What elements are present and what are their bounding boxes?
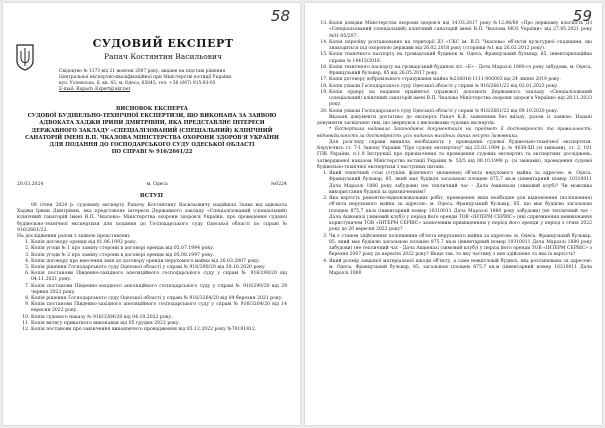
intro-body [17, 203, 287, 333]
certificate-line: вул. Успенська, 6, кв. 43, м. Одеса, 65045, тел. +38 (067) 915-83-05 [59, 81, 216, 87]
list-item: 4. Який розмір завданої матеріальної шкоди об'єкту, а саме нежитловій будівлі, яка розташована за адресою: м. Одеса, Французький бульвар, 85, загальною площею 875,7 кв.м (інвентарний номер 10310011 Дача Маразлі 1880 [329, 259, 592, 278]
heading-line: ПО СПРАВІ № 916/2661/22 [111, 149, 193, 156]
heading-line: СУДОВОЇ БУДІВЕЛЬНО-ТЕХНІЧНОЇ ЕКСПЕРТИЗИ, ЩО ВИКОНАНА ЗА ЗАЯВОЮ [27, 113, 277, 120]
heading-line: ДЕРЖАВНОГО ЗАКЛАДУ «СПЕЦІАЛІЗОВАНИЙ (СПЕЦІАЛЬНИЙ) КЛІНІЧНИЙ [31, 127, 273, 134]
certificate-line: Центральної експертно-кваліфікаційної при Міністерстві юстиції України [59, 75, 232, 81]
list-item: 12. Копія постанови про закінчення виконавчого провадження від 05.12.2022 року №70181812. [31, 327, 287, 333]
list-item: 1. Який технічний стан (ступінь фізичного зношення) об'єкта нерухомого майна за адресою: м. Одеса, Французький бульвар, 85, який має будівля загальною площею 875,7 кв.м (інвентарний номер 10310011 Дача Маразлі 1880 року забудови) (не тепличний час - Дача Ашкенази (зимовий клуб)? Чи можлива використання будівлі за призначенням? [329, 171, 592, 196]
list-item: 13. Копія довідки Міністерства охорони здоров'я від 14.03.2017 року №12.06/60 «Про державну власність ДЗ «Спеціалізований (спеціальний) клінічний санаторій імені В.П. Чкалова МОЗ України» від 27.05.2021 року №01-05/207. [329, 21, 592, 40]
conclusion-heading [19, 106, 285, 156]
coat-of-arms-icon [15, 43, 35, 71]
certificate-line: Свідоцтво № 1173 від 21 жовтня 2007 року, видане на підставі рішення [59, 69, 226, 74]
document-city: м. Одеса [146, 182, 168, 187]
list-item: 4. Копія договору про внесення змін до договору оренди нерухомого майна від 26.03.2007 року. [31, 259, 287, 265]
list-item: 18. Копія ухвали Господарського суду Одеської області у справі № 916/2661/22 від 02.01.2023 року. [329, 84, 592, 90]
list-item: 20. Копія ухвали Господарського суду Одеської області у справі № 916/2661/22 від 09.10.2020 року. [329, 109, 592, 115]
heading-line: ВИСНОВОК ЕКСПЕРТА [116, 106, 188, 112]
heading-line: САНАТОРІЙ ІМЕНІ В.П. ЧКАЛОВА МІНІСТЕРСТВА ОХОРОНИ ЗДОРОВ'Я УКРАЇНИ [25, 134, 279, 141]
materials-note: Вказані документи достатньо до експерта Рапач К.В. заявленим без виїзду, разом із заявою. Надані документи засвідчено тим, що звернувся з висновками судових експертів. [317, 114, 592, 126]
list-item: 8. Копія рішення Господарського суду Одеської області у справі № 916/3264/20 від 04 березня 2021 року. [31, 296, 287, 302]
title-block [63, 37, 263, 61]
document-number: №0224 [270, 182, 287, 187]
right-body [317, 21, 592, 277]
handwritten-page-number: 58 [270, 7, 290, 25]
intro-paragraph: 08 січня 2024 р. судовому експерту Рапачу Костянтину Васильовичу надійшла Заява від адвоката Хаджи Ірини Дмитрівни, яка представляє інтереси Державного закладу «Спеціалізований (спеціальний) клінічний санаторій імені В.П. Чкалова» Міністерства охорони здоров'я України, про проведення судової будівельно-технічної експертизи для подання до Господарського суду Одеської області по справі № 916/2661/22. [17, 203, 287, 233]
list-item: 3. Копія угоди № 2 про заміну сторони в договорі оренди від 05.08.1997 року. [31, 253, 287, 259]
materials-intro: На дослідження разом з заявою представлені: [17, 234, 131, 240]
materials-list [17, 240, 287, 333]
expert-name: Рапач Костянтин Васильович [104, 52, 222, 61]
certificate-info [59, 69, 289, 93]
list-item: 19. Копія ордеру на надання правничої (правової) допомоги Державного закладу «Спеціалізований (спеціальний) клінічний санаторій імені В.П. Чкалова Міністерства охорони здоров'я України» від 28.11.2023 року. [329, 90, 592, 109]
legal-paragraph: Для розгляду справи виникла необхідність у проведенні судової будівельно-технічної експертизи. Керуючись ст. 7-1 Закону України "Про судову експертизу" від 25.02.1994 р. № 4038-XII (зі змінами), ст. 2, 101 ГПК України, п.1.9 Інструкції про призначення та проведення судових експертиз та експертних досліджень, затвердженої наказом Міністерства юстиції України № 53/5 від 08.10.1998 р. (зі змінами), проведення судової будівельно-технічної експертизи з наступних питань. [317, 139, 592, 170]
list-item: 17. Копія договору добровільного страхування майна №216016-1111-000003 від 24 липня 2019 року. [329, 77, 592, 83]
list-item: 5. Копія рішення Господарського суду Одеської області у справі № 916/290/20 від 30.10.2020 року. [31, 265, 287, 271]
heading-line: АДВОКАТА ХАДЖИ ІРИНИ ДМИТРІВНИ, ЯКА ПРЕДСТАВЛЯЄ ІНТЕРЕСИ [39, 120, 265, 127]
list-item: 15. Копія технічного паспорту на громадський будинок м. Одеса, Французький бульвар, 85, інвентаризаційна справа № 14415/2016. [329, 52, 592, 65]
list-item: 9. Копія постанови Південно-західного апеляційного господарського суду у справі № 916/3264/20 від 14 вересня 2022 року. [31, 302, 287, 314]
document-page-right [305, 3, 602, 425]
document-title: СУДОВИЙ ЕКСПЕРТ [92, 37, 234, 50]
list-item: 11. Копія витягу приватного виконавця від 05 грудня 2022 року. [31, 321, 287, 327]
list-item: 2. Копія угоди № 1 про заміну сторони в договорі оренди від 05.07.1994 року. [31, 246, 287, 252]
list-item: 1. Копія договору оренди від 01.06.1992 року. [31, 240, 287, 246]
list-item: 14. Копія переліку розташованих на території ДЗ «СКС ім. В.П. Чкалова» об'єктів культурної спадщини, що знаходиться під охороною держави від 26.02.2018 року (сторінки №1 від 26.02.2012 року). [329, 40, 592, 53]
list-item: 3. Чи є станом здійснення поліпшення об'єкта нерухомого майна за адресою: м. Одеса, Французький бульвар, 85, який має будівлю загальною площею 875,7 кв.м (інвентарний номер 10310011 Дача Маразлі 1880 року забудови) (не тепличний час - Дача Ашкеназі (зимовий клуб)) у період його оренди ТОВ «ІНТЕРМ СЕРВІС» з березня 2007 року до вересня 2022 року? Якщо так, то яку частину з них здійснено та яка їх вартість? [329, 234, 592, 259]
list-item: 10. Копія судового наказу № 916/3264/20 від 04.10.2022 року. [31, 315, 287, 321]
italic-note: * Експертиза надавала Законодавча документація на предмет її достовірності та правильності; відповідальність за достовірність усіх наданих вихідних даних несуть Замовники. [317, 127, 592, 139]
materials-list-continued [317, 21, 592, 115]
list-item: 16. Копія технічного паспорту на громадський будинок літ. «Е» - Дача Маразлі 1880-го року забудови, м. Одеса, Французький бульвар, 85 від 26.05.2017 року. [329, 65, 592, 78]
document-date: 20.03.2024 [17, 182, 44, 187]
list-item: 7. Копія постанови Південно-західного апеляційного господарського суду у справі № 916/290/20 від 29 червня 2022 року. [31, 284, 287, 296]
heading-line: ДЛЯ ПОДАННЯ ДО ГОСПОДАРСЬКОГО СУДУ ОДЕСЬКОЇ ОБЛАСТІ [49, 142, 255, 149]
list-item: 6. Копія постанови Південно-західного апеляційного господарського суду у справі № 916/290/20 від 04.11.2021 року. [31, 271, 287, 283]
questions-list [317, 171, 592, 277]
document-page-left [3, 3, 300, 425]
section-title: ВСТУП [139, 193, 164, 199]
email-line: E-mail: Rapach_Expert@ukr.net [59, 87, 131, 93]
date-row [17, 182, 287, 187]
handwritten-page-number: 59 [572, 7, 592, 25]
list-item: 2. Яка вартість ремонтно-відновлювальних робіт, проведення яких необхідне для відновлення (поліпшення) об'єкта нерухомого майна за адресою: м. Одеса, Французький бульвар, 85, що має будівлю загальною площею 875,7 кв.м (інвентарний номер 10310011 Дача Маразлі 1880 року забудови) (не тепличний час - Дача Ашкеназі (зимовий клуб)) у період його оренди ТОВ «ІНТЕРМ СЕРВІС» (які спричинення невиконання користувачем ТОВ «ІНТЕРМ СЕРВІС» зазначеним приміщенням у період його оренди у період з січня 2022 року до 20 вересня 2022 року? [329, 196, 592, 234]
